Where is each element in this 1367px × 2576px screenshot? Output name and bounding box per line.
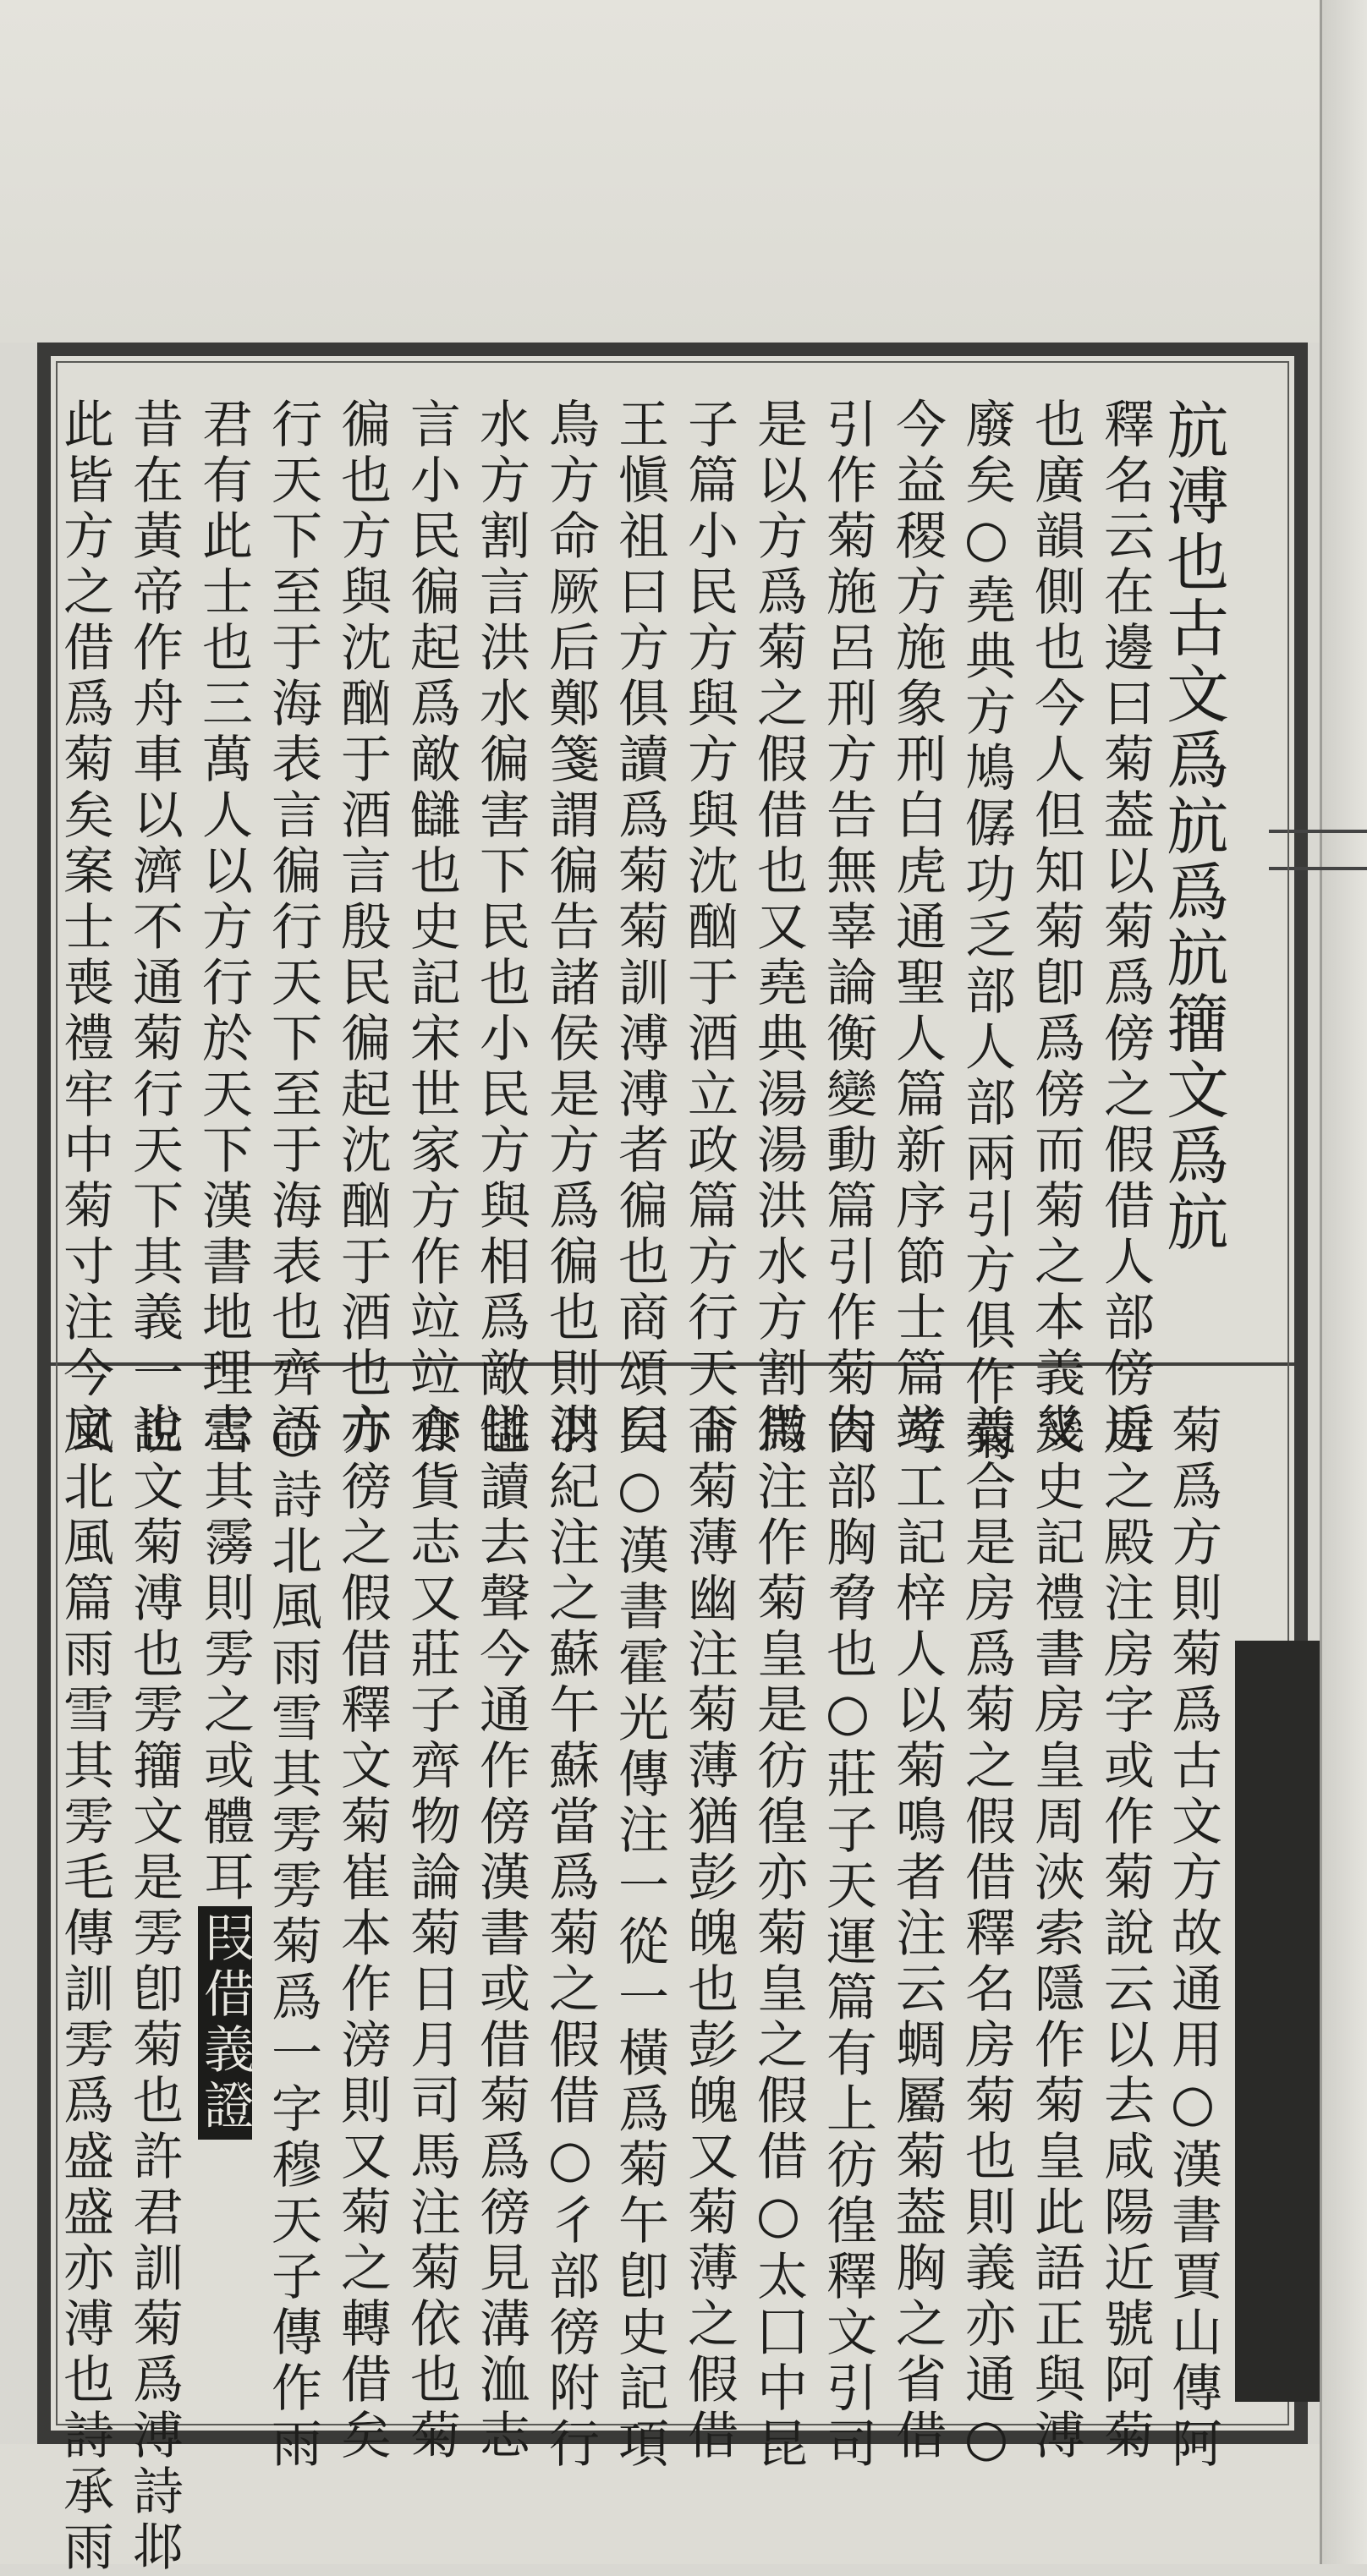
text-column: 菊爲方則菊爲古文方故通用○漢書賈山傳阿 [1163, 1404, 1222, 2473]
text-column: 侖菊薄幽注菊薄猶彭魄也彭魄又菊薄之假借 [679, 1404, 738, 2464]
text-column: 𣃚溥也古文爲𣃚爲𣃚籒文爲𣃚 [1156, 397, 1229, 1255]
text-column: 肉部胸脅也○莊子天運篇有上彷徨釋文引司 [818, 1404, 877, 2473]
text-column: 昔在黃帝作舟車以濟不通菊行天下其義一也 [124, 397, 184, 1458]
fishtail-mark [1269, 830, 1367, 870]
text-column: 君有此士也三萬人以方行於天下漢書地理志 [194, 397, 253, 1458]
text-column: 言小民徧起爲敵讎也史記宋世家方作竝竝亦 [402, 397, 461, 1458]
text-column: 又史記禮書房皇周浹索隱作菊皇此語正與溥 [1026, 1404, 1085, 2464]
text-column: 義合是房爲菊之假借釋名房菊也則義亦通○ [957, 1404, 1016, 2473]
text-column: 說文菊溥也雱籒文是雱卽菊也許君訓菊爲溥詩邶 [124, 1404, 184, 2576]
text-column: 此皆方之借爲菊矣案士喪禮牢中菊寸注今文 [55, 397, 114, 1458]
text-column: 矣○漢書霍光傳注一從一橫爲菊午卽史記項 [610, 1404, 669, 2473]
text-column: 鳥方命厥后鄭箋謂徧告諸侯是方爲徧也則洪 [541, 397, 600, 1458]
text-column: 廢矣○堯典方鳩僝功乏部人部兩引方俱作菊 [957, 397, 1016, 1466]
text-column: 今益稷方施象刑白虎通聖人篇新序節士篇竝 [887, 397, 947, 1458]
text-column: 風北風篇雨雪其雱毛傳訓雱爲盛盛亦溥也詩承雨 [55, 1404, 114, 2576]
text-column: 也廣韻側也今人但知菊卽爲傍而菊之本義幾 [1026, 397, 1085, 1458]
text-column: 也讀去聲今通作傍漢書或借菊爲徬見溝洫志 [471, 1404, 530, 2464]
paper-top-margin [0, 0, 1320, 343]
text-column: 房之殿注房字或作菊說云以去咸陽近號阿菊 [1095, 1404, 1155, 2464]
text-column: 徧也方與沈酗于酒言殷民徧起沈酗于酒也方 [332, 397, 392, 1458]
text-column: 水方割言洪水徧害下民也小民方與相爲敵讎 [471, 397, 530, 1458]
text-column: 馬注作菊皇是彷徨亦菊皇之假借○太囗中昆 [749, 1404, 808, 2473]
text-column: 是以方爲菊之假借也又堯典湯湯洪水方割微 [749, 397, 808, 1458]
text-column-short [195, 1404, 255, 2140]
section-badge: 叚借義證 [198, 1906, 252, 2140]
text-column: 羽紀注之蘇午蘇當爲菊之假借○彳部徬附行 [541, 1404, 600, 2473]
text-column: 食貨志又莊子齊物論菊日月司馬注菊依也菊 [402, 1404, 461, 2464]
text-column: 釋名云在邊曰菊葢以菊爲傍之假借人部傍近 [1095, 397, 1155, 1458]
text-column-text: 雪其霶則雱之或體耳 [195, 1404, 255, 1906]
text-column: 引作菊施呂刑方告無辜論衡變動篇引作菊告 [818, 397, 877, 1458]
text-column: 行天下至于海表言徧行天下至于海表也齊語 [263, 397, 322, 1458]
text-column: ○詩北風雨雪其雱雱菊爲一字穆天子傳作雨 [263, 1404, 322, 2473]
text-column: 子篇小民方與方與沈酗于酒立政篇方行天下 [679, 397, 738, 1458]
text-column: 亦徬之假借釋文菊崔本作滂則又菊之轉借矣 [332, 1404, 392, 2464]
book-spine-edge [1320, 0, 1367, 2564]
text-column: 考工記梓人以菊鳴者注云蜩屬菊葢胸之省借 [887, 1404, 947, 2464]
text-column: 王愼祖曰方俱讀爲菊菊訓溥溥者徧也商頌囗 [610, 397, 669, 1458]
margin-tab [1235, 1641, 1320, 2402]
